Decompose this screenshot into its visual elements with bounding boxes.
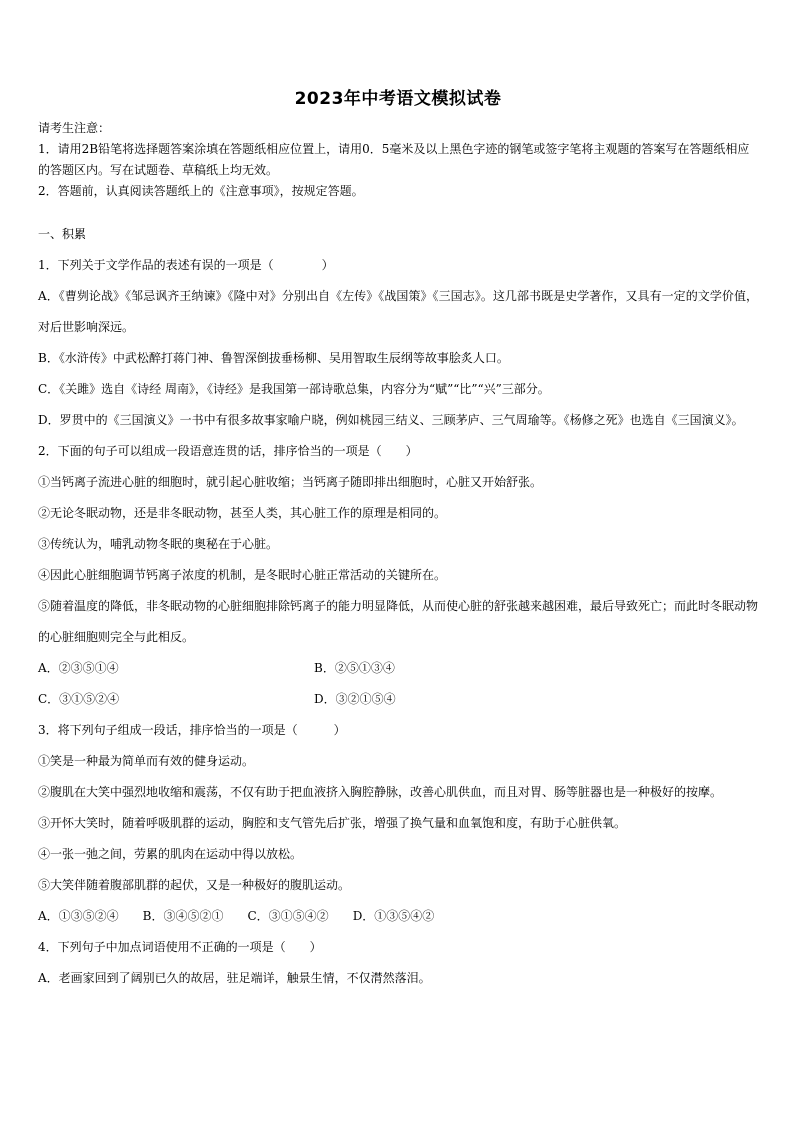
question-4-stem: 4．下列句子中加点词语使用不正确的一项是（ ） [38, 940, 322, 954]
question-2-sentence-1: ①当钙离子流进心脏的细胞时，就引起心脏收缩；当钙离子随即排出细胞时，心脏又开始舒张。 [38, 475, 543, 489]
section-heading: 一、积累 [38, 227, 87, 241]
question-3-option-c: C．③①⑤④② [247, 909, 329, 923]
question-3-sentence-5: ⑤大笑伴随着腹部肌群的起伏，又是一种极好的腹肌运动。 [38, 878, 351, 892]
question-2-options-row-2 [38, 684, 758, 715]
question-2-option-a: A．②③⑤①④ [38, 661, 119, 675]
question-3-option-d: D．①③⑤④② [352, 909, 435, 923]
question-3-options [38, 901, 758, 932]
question-4-option-a: A．老画家回到了阔别已久的故居，驻足端详，触景生情，不仅潸然落泪。 [38, 971, 431, 985]
question-1-option-c: C．《关雎》选自《诗经 周南》，《诗经》是我国第一部诗歌总集，内容分为“赋”“比”“兴”三部分。 [38, 382, 550, 396]
question-2-option-b: B．②⑤①③④ [314, 661, 395, 675]
notice-heading: 请考生注意： [38, 121, 111, 135]
question-2-sentence-3: ③传统认为，哺乳动物冬眠的奥秘在于心脏。 [38, 537, 279, 551]
question-1-option-a: A．《曹刿论战》《邹忌讽齐王纳谏》《隆中对》分别出自《左传》《战国策》《三国志》。这几部书既是史学著作，又具有一定的文学价值，对后世影响深远。 [38, 289, 758, 334]
question-3-sentence-4: ④一张一弛之间，劳累的肌肉在运动中得以放松。 [38, 847, 303, 861]
notice-item: 2．答题前，认真阅读答题纸上的《注意事项》，按规定答题。 [38, 184, 364, 198]
question-2-sentence-5: ⑤随着温度的降低，非冬眠动物的心脏细胞排除钙离子的能力明显降低，从而使心脏的舒张越来越困难，最后导致死亡；而此时冬眠动物的心脏细胞则完全与此相反。 [38, 599, 759, 644]
question-2-option-d: D．③②①⑤④ [314, 692, 396, 706]
notice-item: 1．请用2B铅笔将选择题答案涂填在答题纸相应位置上，请用0．5毫米及以上黑色字迹的钢笔或签字笔将主观题的答案写在答题纸相应的答题区内。写在试题卷、草稿纸上均无效。 [38, 142, 750, 177]
question-3-option-a: A．①③⑤②④ [38, 909, 119, 923]
question-3-stem: 3．将下列句子组成一段话，排序恰当的一项是（ ） [38, 723, 346, 737]
question-2-sentence-2: ②无论冬眠动物，还是非冬眠动物，甚至人类，其心脏工作的原理是相同的。 [38, 506, 447, 520]
question-2-option-c: C．③①⑤②④ [38, 692, 120, 706]
question-3-sentence-2: ②腹肌在大笑中强烈地收缩和震荡，不仅有助于把血液挤入胸腔静脉，改善心肌供血，而且对胃、肠等脏器也是一种极好的按摩。 [38, 785, 723, 799]
question-1-option-d: D．罗贯中的《三国演义》一书中有很多故事家喻户晓，例如桃园三结义、三顾茅庐、三气周瑜等。《杨修之死》也选自《三国演义》。 [38, 413, 744, 427]
question-3-option-b: B．③④⑤②① [142, 909, 224, 923]
question-2-stem: 2．下面的句子可以组成一段语意连贯的话，排序恰当的一项是（ ） [38, 444, 418, 458]
exam-page [38, 0, 758, 1123]
exam-body [38, 219, 758, 994]
question-2-options-row-1 [38, 653, 758, 684]
question-2-sentence-4: ④因此心脏细胞调节钙离子浓度的机制，是冬眠时心脏正常活动的关键所在。 [38, 568, 447, 582]
question-3-sentence-1: ①笑是一种最为简单而有效的健身运动。 [38, 754, 255, 768]
question-1-option-b: B．《水浒传》中武松醉打蒋门神、鲁智深倒拔垂杨柳、吴用智取生辰纲等故事脍炙人口。 [38, 351, 509, 365]
exam-notice [38, 118, 758, 202]
page-title: 2023年中考语文模拟试卷 [294, 89, 502, 109]
question-1-stem: 1．下列关于文学作品的表述有误的一项是（ ） [38, 258, 334, 272]
question-3-sentence-3: ③开怀大笑时，随着呼吸肌群的运动，胸腔和支气管先后扩张，增强了换气量和血氧饱和度，有助于心脏供氧。 [38, 816, 627, 830]
